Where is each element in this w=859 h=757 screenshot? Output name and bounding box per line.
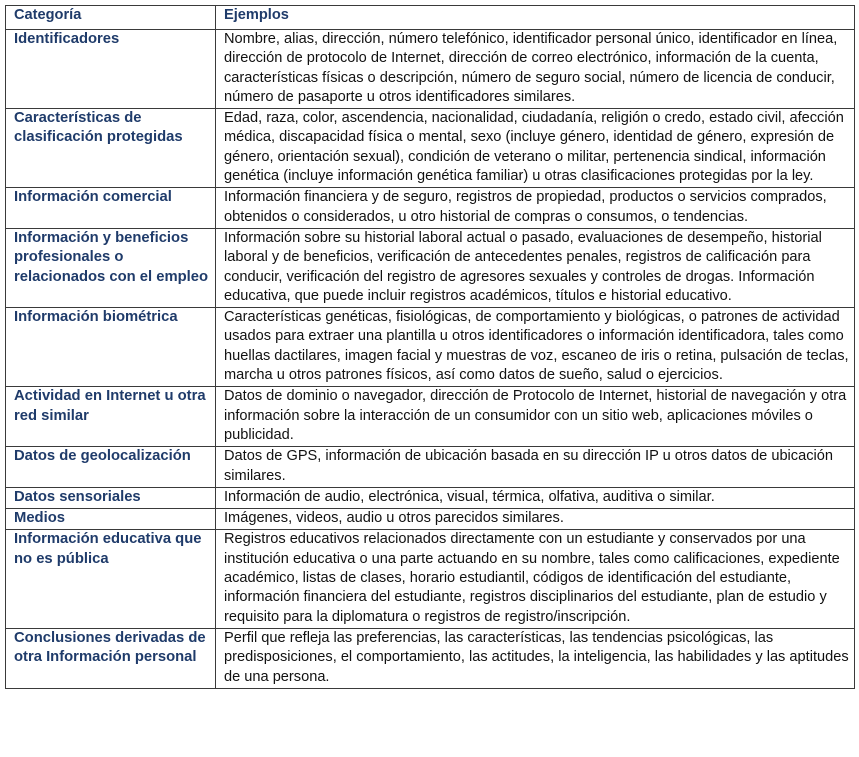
table-row xyxy=(6,228,855,307)
table-row xyxy=(6,109,855,188)
row-category: Conclusiones derivadas de otra Información personal xyxy=(6,628,216,688)
table-row xyxy=(6,530,855,628)
table-header-row xyxy=(6,6,855,30)
row-examples: Información financiera y de seguro, registros de propiedad, productos o servicios comprados, obtenidos o considerados, u otro historial de compras o consumos, o tendencias. xyxy=(216,188,855,229)
row-category: Información biométrica xyxy=(6,308,216,387)
table-row xyxy=(6,447,855,488)
row-category: Datos sensoriales xyxy=(6,487,216,508)
row-category: Información educativa que no es pública xyxy=(6,530,216,628)
header-examples: Ejemplos xyxy=(216,6,855,30)
row-examples: Edad, raza, color, ascendencia, nacionalidad, ciudadanía, religión o credo, estado civil, afección médica, discapacidad física o mental, sexo (incluye género, identidad de género, expresión de género, orientación sexual), condición de veterano o militar, pertenencia sindical, información genética (incluye información genética familiar) u otras clasificaciones protegidas por la ley. xyxy=(216,109,855,188)
row-examples: Datos de dominio o navegador, dirección de Protocolo de Internet, historial de navegación y otra información sobre la interacción de un consumidor con un sitio web, aplicaciones móviles o publicidad. xyxy=(216,387,855,447)
table-row xyxy=(6,628,855,688)
row-examples: Información de audio, electrónica, visual, térmica, olfativa, auditiva o similar. xyxy=(216,487,855,508)
row-category: Información y beneficios profesionales o relacionados con el empleo xyxy=(6,228,216,307)
row-category: Información comercial xyxy=(6,188,216,229)
row-examples: Información sobre su historial laboral actual o pasado, evaluaciones de desempeño, historial laboral y de beneficios, verificación de antecedentes penales, registros de calificación para conducir, verificación del registro de agresores sexuales y controles de drogas. Información educativa, que puede incluir registros académicos, títulos e historial educativo. xyxy=(216,228,855,307)
header-category: Categoría xyxy=(6,6,216,30)
row-examples: Registros educativos relacionados directamente con un estudiante y conservados por una institución educativa o una parte actuando en su nombre, tales como calificaciones, expediente académico, listas de clases, horario estudiantil, códigos de identificación del estudiante, información financiera del estudiante, registros disciplinarios del estudiante, plan de estudio y requisito para la diplomatura o registros de registro/inscripción. xyxy=(216,530,855,628)
table-row xyxy=(6,188,855,229)
row-examples: Características genéticas, fisiológicas, de comportamiento y biológicas, o patrones de actividad usados para extraer una plantilla u otros identificadores o información identificadora, tales como huellas dactilares, imagen facial y muestras de voz, escaneo de iris o retina, pulsación de teclas, marcha u otros patrones físicos, así como datos de sueño, salud o ejercicios. xyxy=(216,308,855,387)
table-row xyxy=(6,509,855,530)
row-examples: Perfil que refleja las preferencias, las características, las tendencias psicológicas, las predisposiciones, el comportamiento, las actitudes, la inteligencia, las habilidades y las aptitudes de una persona. xyxy=(216,628,855,688)
table-row xyxy=(6,308,855,387)
table-row xyxy=(6,30,855,109)
categories-table xyxy=(5,5,855,689)
row-category: Actividad en Internet u otra red similar xyxy=(6,387,216,447)
row-examples: Datos de GPS, información de ubicación basada en su dirección IP u otros datos de ubicación similares. xyxy=(216,447,855,488)
row-category: Identificadores xyxy=(6,30,216,109)
row-examples: Nombre, alias, dirección, número telefónico, identificador personal único, identificador en línea, dirección de protocolo de Internet, dirección de correo electrónico, información de la cuenta, características físicas o descripción, número de seguro social, número de licencia de conducir, número de pasaporte u otros identificadores similares. xyxy=(216,30,855,109)
row-examples: Imágenes, videos, audio u otros parecidos similares. xyxy=(216,509,855,530)
table-row xyxy=(6,387,855,447)
row-category: Características de clasificación protegidas xyxy=(6,109,216,188)
row-category: Datos de geolocalización xyxy=(6,447,216,488)
row-category: Medios xyxy=(6,509,216,530)
table-row xyxy=(6,487,855,508)
